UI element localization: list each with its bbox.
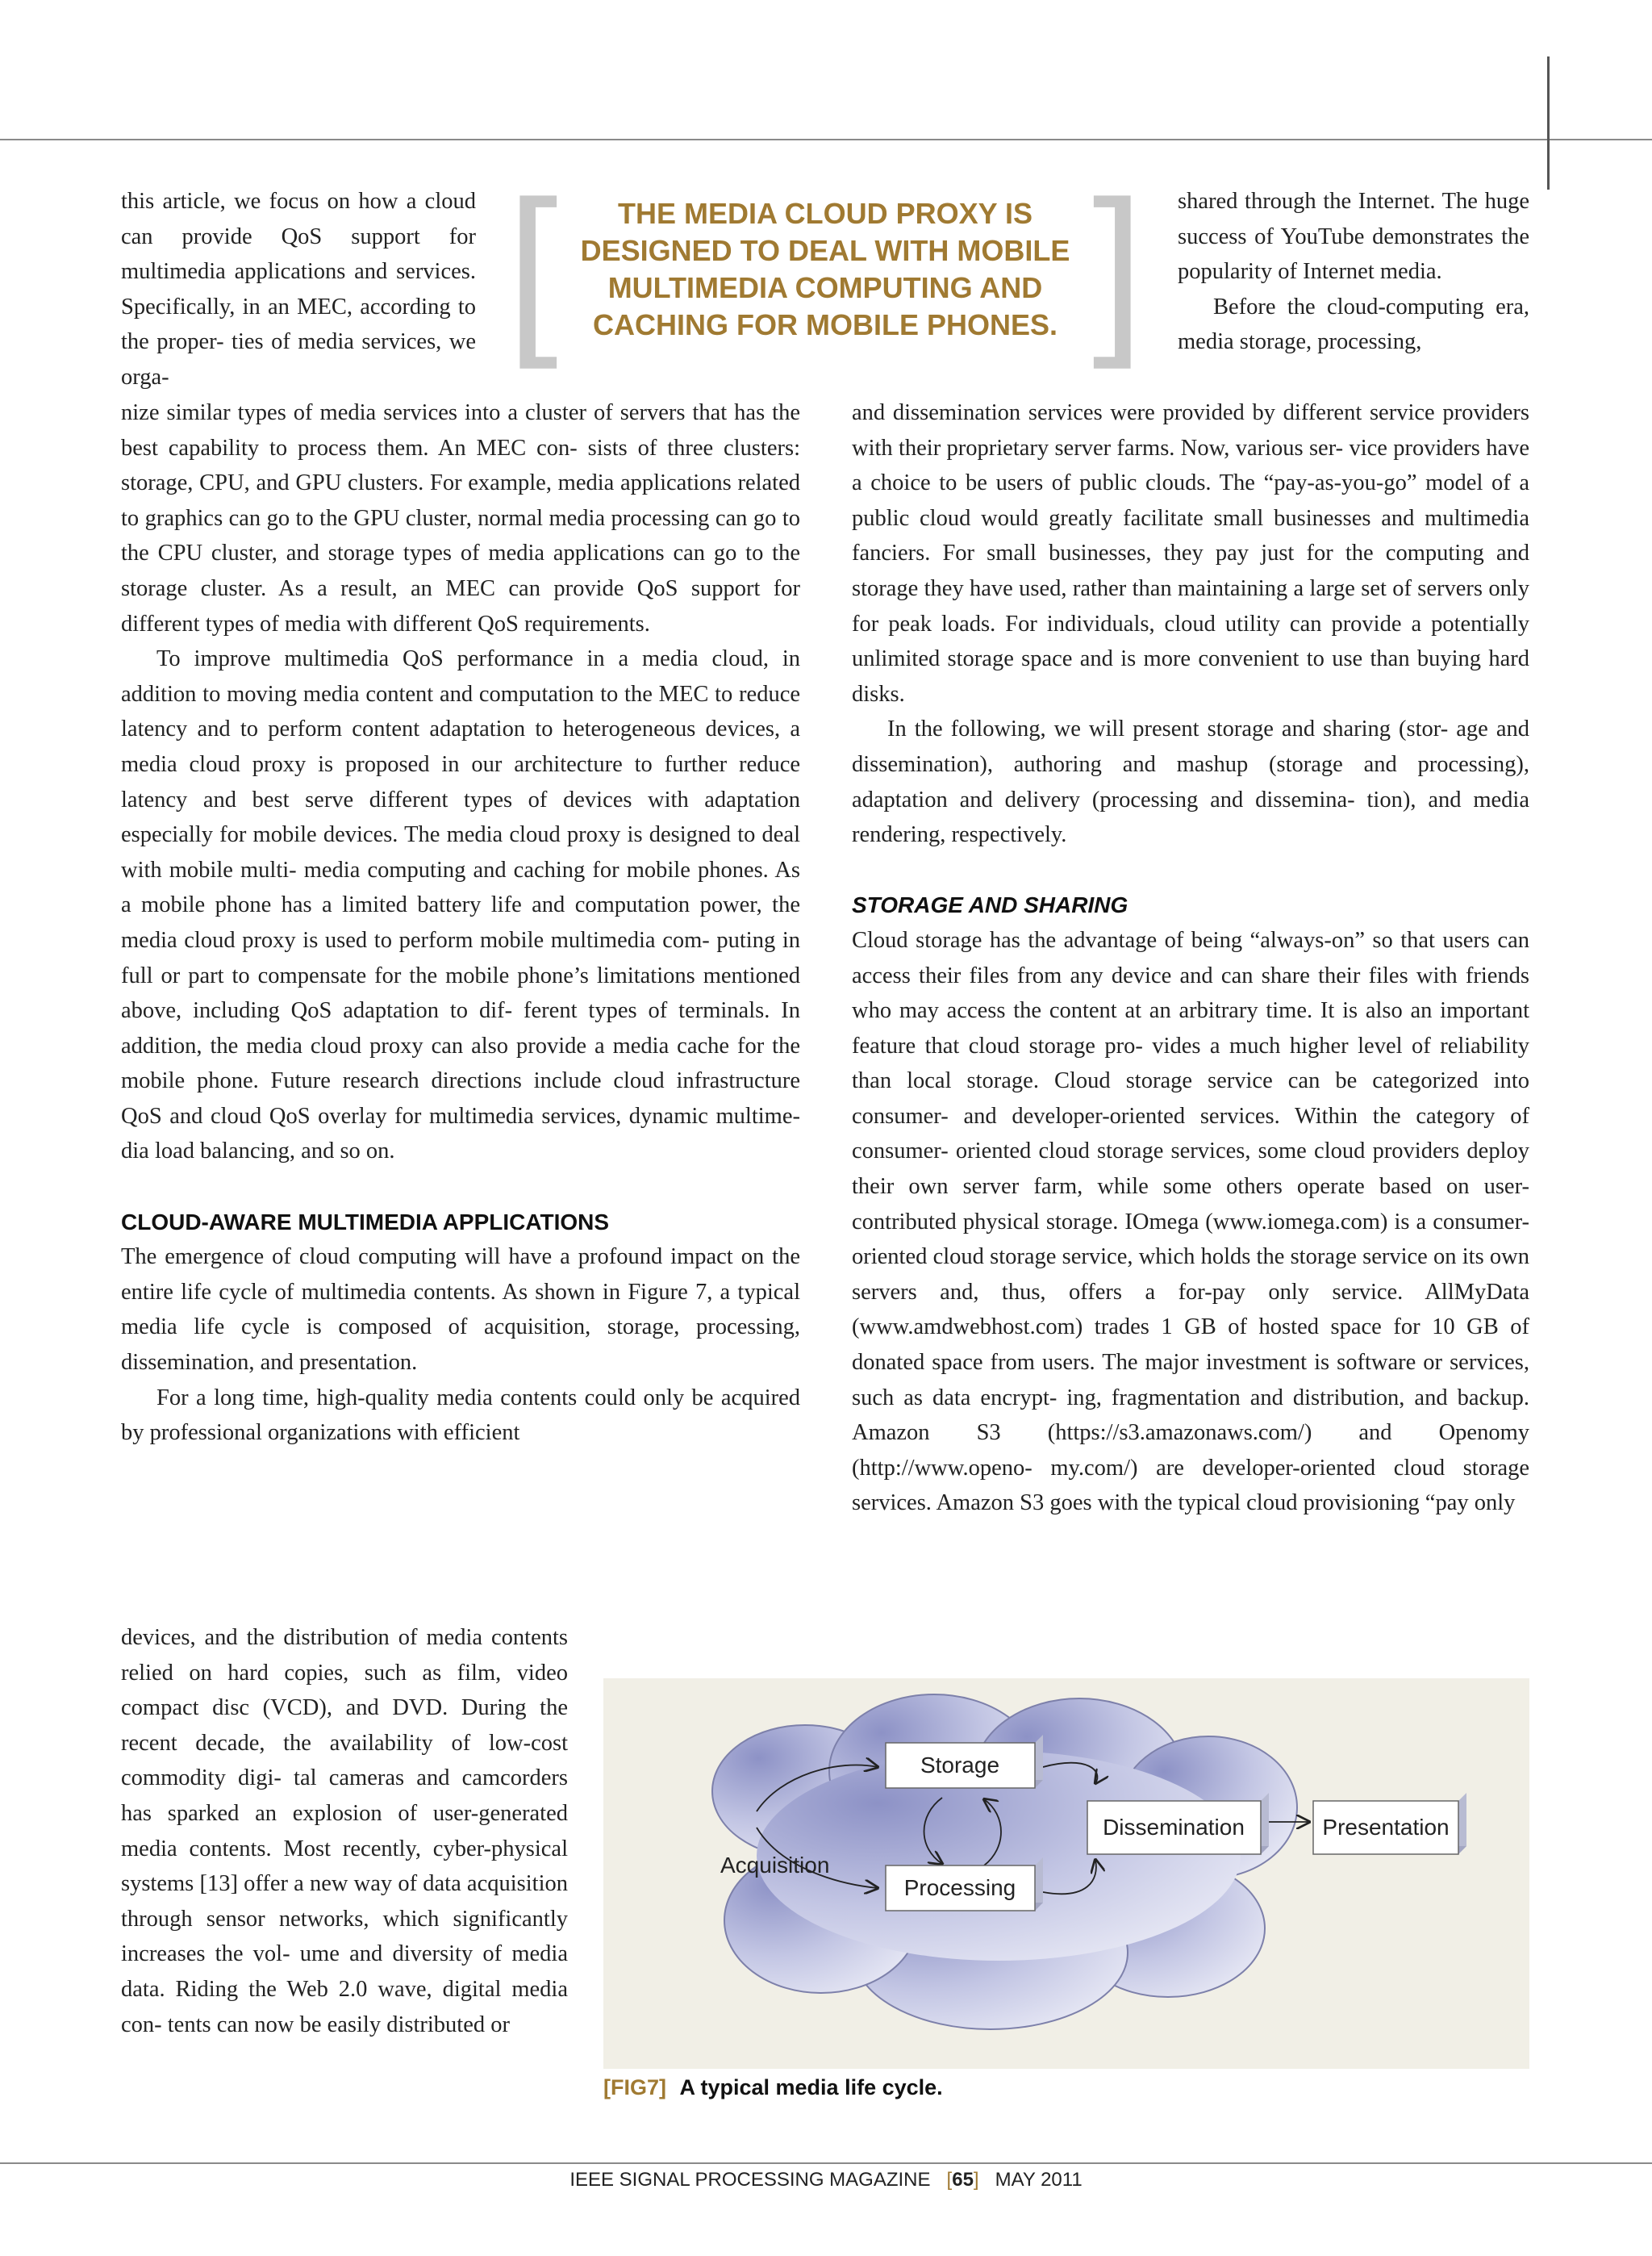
page-bracket-open: [ (946, 2169, 953, 2191)
top-rule (0, 139, 1652, 140)
magazine-name: IEEE SIGNAL PROCESSING MAGAZINE (569, 2169, 931, 2191)
left-column-top (121, 184, 476, 395)
box-dissemination (1087, 1793, 1269, 1854)
pull-quote-text: THE MEDIA CLOUD PROXY IS DESIGNED TO DEAL WITH MOBILE MULTIMEDIA COMPUTING AND CACHING FOR MOBILE PHONES. (580, 197, 1070, 341)
paragraph: Cloud storage has the advantage of being “always-on” so that users can access their files from any device and can share their files with friends who may access the content at an arbitrary time. It is also an important feature that cloud storage pro- vides a much higher level of reliability than local storage. Cloud storage service can be categorized into consumer- and developer-oriented services. Within the category of consumer- oriented cloud storage services, some cloud providers deploy their own server farm, while some others operate based on user-contributed physical storage. IOmega (www.iomega.com) is a consumer-oriented cloud storage service, which holds the storage service on its own servers and, thus, offers a for-pay only service. AllMyData (www.amdwebhost.com) trades 1 GB of hosted space for 10 GB of donated space from users. The major investment is software or services, such as data encrypt- ing, fragmentation and distribution, and backup. Amazon S3 (https://s3.amazonaws.com/) and Openomy (http://www.openo- my.com/) are developer-oriented cloud storage services. Amazon S3 goes with the typical cloud provisioning “pay only (852, 927, 1529, 1516)
issue-date: MAY 2011 (995, 2169, 1083, 2191)
right-column-top (1178, 184, 1529, 360)
node-storage: Storage (920, 1753, 1000, 1778)
box-processing (886, 1857, 1043, 1911)
corner-mark (1547, 56, 1550, 190)
left-column-bottom (121, 1620, 568, 2042)
paragraph: devices, and the distribution of media contents relied on hard copies, such as film, video compact disc (VCD), and DVD. During the recent decade, the availability of low-cost commodity digi- tal cameras and camcorders has sparked an explosion of user-generated media contents. Most recently, cyber-physical systems [13] offer a new way of data acquisition through sensor networks, which significantly increases the vol- ume and diversity of media data. Riding the Web 2.0 wave, digital media con- tents can now be easily distributed or (121, 1625, 568, 2037)
paragraph: and dissemination services were provided by different service providers with their proprietary server farms. Now, various ser- vice providers have a choice to be users of public clouds. The “pay-as-you-go” model of a public cloud would greatly facilitate small businesses and multimedia fanciers. For small businesses, they pay just for the computing and storage they have used, rather than maintaining a large set of servers only for peak loads. For individuals, cloud utility can provide a potentially unlimited storage space and is more convenient to use than buying hard disks. (852, 400, 1529, 707)
left-column (121, 395, 800, 1451)
node-presentation: Presentation (1322, 1815, 1450, 1840)
page-number: 65 (952, 2169, 974, 2191)
figure-label: [FIG7] (603, 2075, 666, 2099)
paragraph: Before the cloud-computing era, media storage, processing, (1178, 294, 1529, 355)
box-storage (886, 1735, 1043, 1788)
right-column (852, 395, 1529, 1521)
figure-7 (603, 1678, 1529, 2069)
figure-caption-text: A typical media life cycle. (679, 2075, 943, 2099)
paragraph: nize similar types of media services into a cluster of servers that has the best capability to process them. An MEC con- sists of three clusters: storage, CPU, and GPU clusters. For example, media applications related to graphics can go to the GPU cluster, normal media processing can go to the CPU cluster, and storage types of media applications can go to the storage cluster. As a result, an MEC can provide QoS support for different types of media with different QoS requirements. (121, 400, 800, 637)
bottom-rule (0, 2162, 1652, 2164)
paragraph: this article, we focus on how a cloud can provide QoS support for multimedia applications and services. Specifically, in an MEC, according to the proper- ties of media services, we orga- (121, 189, 476, 390)
media-life-cycle-diagram (603, 1678, 1529, 2069)
node-processing: Processing (903, 1875, 1016, 1900)
paragraph: To improve multimedia QoS performance in a media cloud, in addition to moving media content and computation to the MEC to reduce latency and to perform content adaptation to heterogeneous devices, a media cloud proxy is proposed in our architecture to further reduce latency and best serve different types of devices with adaptation especially for mobile devices. The media cloud proxy is designed to deal with mobile multi- media computing and caching for mobile phones. As a mobile phone has a limited battery life and computation power, the media cloud proxy is used to perform mobile multimedia com- puting in full or part to compensate for the mobile phone’s limitations mentioned above, including QoS adaptation to dif- ferent types of terminals. In addition, the media cloud proxy can also provide a media cache for the mobile phone. Future research directions include cloud infrastructure QoS and cloud QoS overlay for multimedia services, dynamic multime- dia load balancing, and so on. (121, 646, 800, 1164)
bracket-left-icon: [ (507, 162, 558, 370)
section-heading: CLOUD-AWARE MULTIMEDIA APPLICATIONS (121, 1209, 610, 1235)
bracket-right-icon: ] (1092, 162, 1144, 370)
paragraph: In the following, we will present storage and sharing (stor- age and dissemination), authoring and mashup (storage and processing), adaptation and delivery (processing and dissemina- tion), and media rendering, respectively. (852, 716, 1529, 848)
node-dissemination: Dissemination (1103, 1815, 1245, 1840)
paragraph: shared through the Internet. The huge success of YouTube demonstrates the popularity of Internet media. (1178, 189, 1529, 285)
paragraph: For a long time, high-quality media contents could only be acquired by professional organizations with efficient (121, 1385, 800, 1446)
figure-caption (603, 2075, 943, 2100)
paragraph: The emergence of cloud computing will have a profound impact on the entire life cycle of multimedia contents. As shown in Figure 7, a typical media life cycle is composed of acquisition, storage, processing, dissemination, and presentation. (121, 1244, 800, 1376)
page-bracket-close: ] (973, 2169, 979, 2191)
box-presentation (1313, 1793, 1466, 1854)
section-heading: STORAGE AND SHARING (852, 892, 1128, 918)
node-acquisition: Acquisition (720, 1853, 830, 1878)
pull-quote (507, 162, 1144, 370)
page-footer (0, 2169, 1652, 2191)
